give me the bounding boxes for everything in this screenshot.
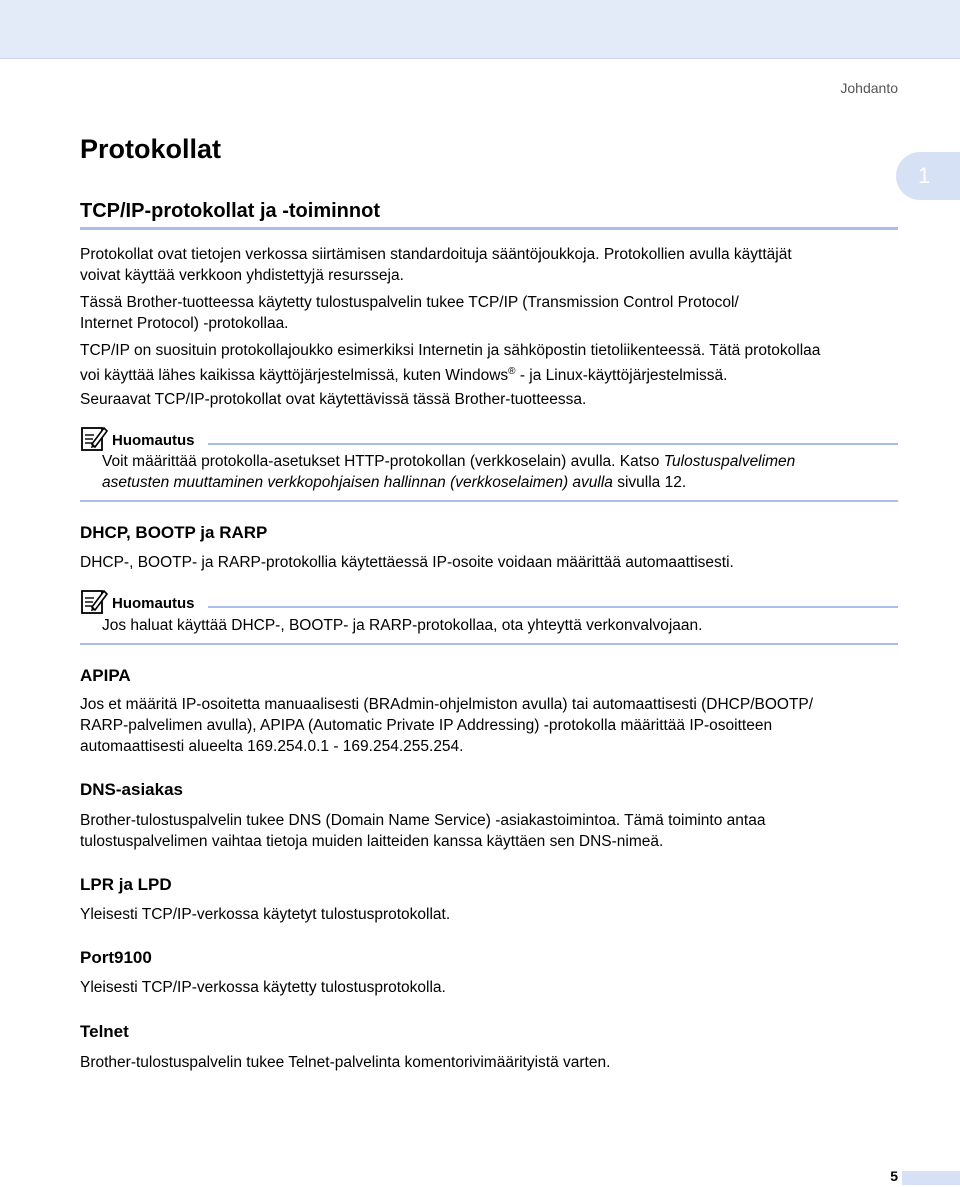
port9100-heading: Port9100 bbox=[80, 948, 152, 967]
lpr-text: Yleisesti TCP/IP-verkossa käytetyt tulostusprotokollat. bbox=[80, 906, 451, 923]
intro-paragraph-2: Tässä Brother-tuotteessa käytetty tulostuspalvelin tukee TCP/IP (Transmission Control Protocol/ Internet Protocol) -protokollaa. bbox=[80, 294, 739, 332]
note-title: Huomautus bbox=[112, 595, 195, 612]
registered-mark: ® bbox=[508, 366, 516, 377]
dhcp-text: DHCP-, BOOTP- ja RARP-protokollia käytettäessä IP-osoite voidaan määrittää automaattisesti. bbox=[80, 554, 734, 571]
header-band bbox=[0, 0, 960, 59]
note-body-2: Jos haluat käyttää DHCP-, BOOTP- ja RARP-protokollaa, ota yhteyttä verkonvalvojaan. bbox=[102, 617, 703, 634]
chapter-tab: 1 bbox=[896, 152, 960, 200]
lpr-heading: LPR ja LPD bbox=[80, 875, 172, 894]
intro-paragraph-1: Protokollat ovat tietojen verkossa siirtämisen standardoituja sääntöjoukkoja. Protokollien avulla käyttäjät voivat käyttää verkkoon yhdistettyjä resursseja. bbox=[80, 246, 792, 284]
intro-paragraph-4: Seuraavat TCP/IP-protokollat ovat käytettävissä tässä Brother-tuotteessa. bbox=[80, 391, 587, 408]
note-pencil-icon bbox=[80, 587, 108, 615]
note-link-part-1: Tulostuspalvelimen bbox=[663, 453, 796, 470]
telnet-text: Brother-tulostuspalvelin tukee Telnet-palvelinta komentorivimäärityistä varten. bbox=[80, 1054, 611, 1071]
note-rule bbox=[208, 443, 898, 445]
dns-text: Brother-tulostuspalvelin tukee DNS (Domain Name Service) -asiakastoimintoa. Tämä toiminto antaa tulostuspalvelimen vaihtaa tietoja muiden laitteiden kanssa käyttäen sen DNS-nimeä. bbox=[80, 812, 766, 850]
page-title: Protokollat bbox=[80, 134, 222, 164]
apipa-text: Jos et määritä IP-osoitetta manuaalisesti (BRAdmin-ohjelmiston avulla) tai automaattisesti (DHCP/BOOTP/ RARP-palvelimen avulla), APIPA (Automatic Private IP Addressing) -protokolla määrittää IP-osoitteen automaattisesti alueelta 169.254.0.1 - 169.254.255.254. bbox=[80, 696, 814, 755]
note-pencil-icon bbox=[80, 424, 108, 452]
telnet-heading: Telnet bbox=[80, 1022, 129, 1041]
page-number-bar bbox=[902, 1171, 960, 1185]
section-heading: TCP/IP-protokollat ja -toiminnot bbox=[80, 200, 380, 222]
dhcp-heading: DHCP, BOOTP ja RARP bbox=[80, 523, 268, 542]
section-heading-wrap bbox=[80, 200, 898, 230]
note-end-rule bbox=[80, 643, 898, 645]
note-link-part-2: asetusten muuttaminen verkkopohjaisen hallinnan (verkkoselaimen) avulla bbox=[102, 474, 613, 491]
note-end-rule bbox=[80, 500, 898, 502]
apipa-heading: APIPA bbox=[80, 666, 131, 685]
port9100-text: Yleisesti TCP/IP-verkossa käytetty tulostusprotokolla. bbox=[80, 979, 446, 996]
note-header-1 bbox=[80, 426, 898, 452]
dns-heading: DNS-asiakas bbox=[80, 780, 184, 799]
page-number: 5 bbox=[890, 1168, 898, 1184]
intro-paragraph-3: TCP/IP on suosituin protokollajoukko esimerkiksi Internetin ja sähköpostin tietoliikenteessä. Tätä protokollaa voi käyttää lähes kaikissa käyttöjärjestelmissä, kuten Windows® - ja Linux-käyttöjärjestelmissä. bbox=[80, 342, 821, 385]
section-label: Johdanto bbox=[840, 80, 898, 96]
note-body-1: Voit määrittää protokolla-asetukset HTTP-protokollan (verkkoselain) avulla. Katso Tulostuspalvelimen asetusten muuttaminen verkkopohjaisen hallinnan (verkkoselaimen) avulla sivulla 12. bbox=[102, 453, 796, 491]
note-header-2 bbox=[80, 589, 898, 615]
note-rule bbox=[208, 606, 898, 608]
note-title: Huomautus bbox=[112, 432, 195, 449]
